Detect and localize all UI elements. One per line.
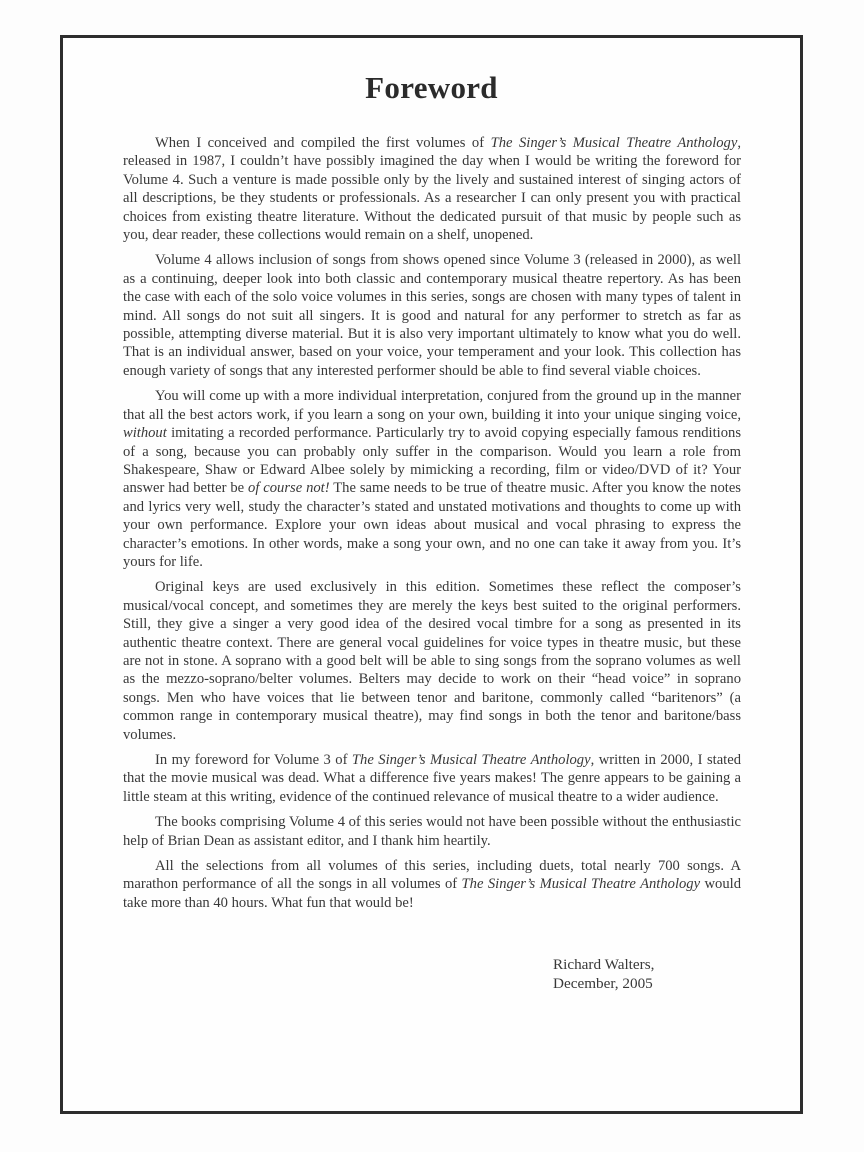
foreword-body (123, 134, 741, 912)
italic-text-segment: of course not! (248, 480, 330, 497)
text-segment: Original keys are used exclusively in this edition. Sometimes these reflect the composer’s musical/vocal concept, and sometimes they are merely the keys best suited to the original performers. Still, they give a singer a very good idea of the desired vocal timbre for a song as presented in its authentic theatre context. There are general vocal guidelines for voice types in theatre music, but these are not in stone. A soprano with a good belt will be able to sing songs from the soprano volumes as well as the mezzo-soprano/belter volumes. Belters may decide to work on their “head voice” in soprano songs. Men who have voices that lie between tenor and baritone, commonly called “baritenors” (a common range in contemporary musical theatre), may find songs in both the tenor and baritone/bass volumes. (123, 579, 741, 743)
page-title: Foreword (365, 70, 498, 105)
text-segment: Volume 4 allows inclusion of songs from shows opened since Volume 3 (released in 2000), as well as a continuing, deeper look into both classic and contemporary musical theatre repertory. As has been the case with each of the solo voice volumes in this series, songs are chosen with many types of talent in mind. All songs do not suit all singers. It is good and natural for any performer to stretch as far as possible, attempting diverse material. But it is also very important ultimately to know what you do well. That is an individual answer, based on your voice, your temperament and your look. This collection has enough variety of songs that any interested performer should be able to find several viable choices. (123, 252, 741, 379)
signature-name: Richard Walters, (553, 956, 655, 974)
italic-text-segment: The Singer’s Musical Theatre Anthology (351, 752, 591, 768)
text-segment: The books comprising Volume 4 of this series would not have been possible without the enthusiastic help of Brian Dean as assistant editor, and I thank him heartily. (123, 814, 741, 849)
text-segment: When I conceived and compiled the first volumes of (155, 135, 491, 151)
italic-text-segment: The Singer’s Musical Theatre Anthology (461, 876, 701, 893)
text-segment: , written in 2000, I stated that the movie musical was dead. What a difference five years makes! The genre appears to be gaining a little steam at this writing, evidence of the continued relevance of musical theatre to a wider audience. (123, 752, 742, 805)
italic-text-segment: without (123, 425, 167, 442)
text-segment: All the selections from all volumes of this series, including duets, total nearly 700 songs. A marathon performance of all the songs in all volumes of (123, 858, 741, 893)
paragraph (123, 813, 741, 850)
paragraph (123, 251, 741, 380)
text-segment: imitating a recorded performance. Particularly try to avoid copying especially famous renditions of a song, because you can probably only suffer in the comparison. Would you learn a role from Shakespeare, Shaw or Edward Albee solely by mimicking a recording, film or video/DVD of it? Your answer had better be (123, 425, 741, 497)
paragraph (123, 387, 741, 571)
paragraph (123, 578, 741, 744)
paragraph (123, 857, 741, 912)
text-segment: would take more than 40 hours. What fun that would be! (123, 876, 741, 911)
text-segment: You will come up with a more individual interpretation, conjured from the ground up in the manner that all the best actors work, if you learn a song on your own, building it into your unique singing voice, (123, 388, 741, 423)
signature-date: December, 2005 (553, 974, 653, 992)
text-segment: In my foreword for Volume 3 of (155, 752, 352, 768)
italic-text-segment: The Singer’s Musical Theatre Anthology (490, 135, 738, 151)
text-segment: The same needs to be true of theatre music. After you know the notes and lyrics very well, study the character’s stated and unstated motivations and thoughts to come up with your own performance. Explore your own ideas about musical and vocal phrasing to express the character’s emotions. In other words, make a song your own, and no one can take it away from you. It’s yours for life. (123, 480, 741, 570)
paragraph (123, 134, 741, 244)
signature-block (553, 956, 800, 993)
page-border-frame (60, 35, 803, 1114)
text-segment: , released in 1987, I couldn’t have possibly imagined the day when I would be writing the foreword for Volume 4. Such a venture is made possible only by the lively and sustained interest of singing actors of all descriptions, be they students or professionals. As a researcher I can only present you with practical choices from existing theatre literature. Without the dedicated pursuit of that music by people such as you, dear reader, these collections would remain on a shelf, unopened. (123, 135, 741, 244)
paragraph (123, 751, 741, 806)
